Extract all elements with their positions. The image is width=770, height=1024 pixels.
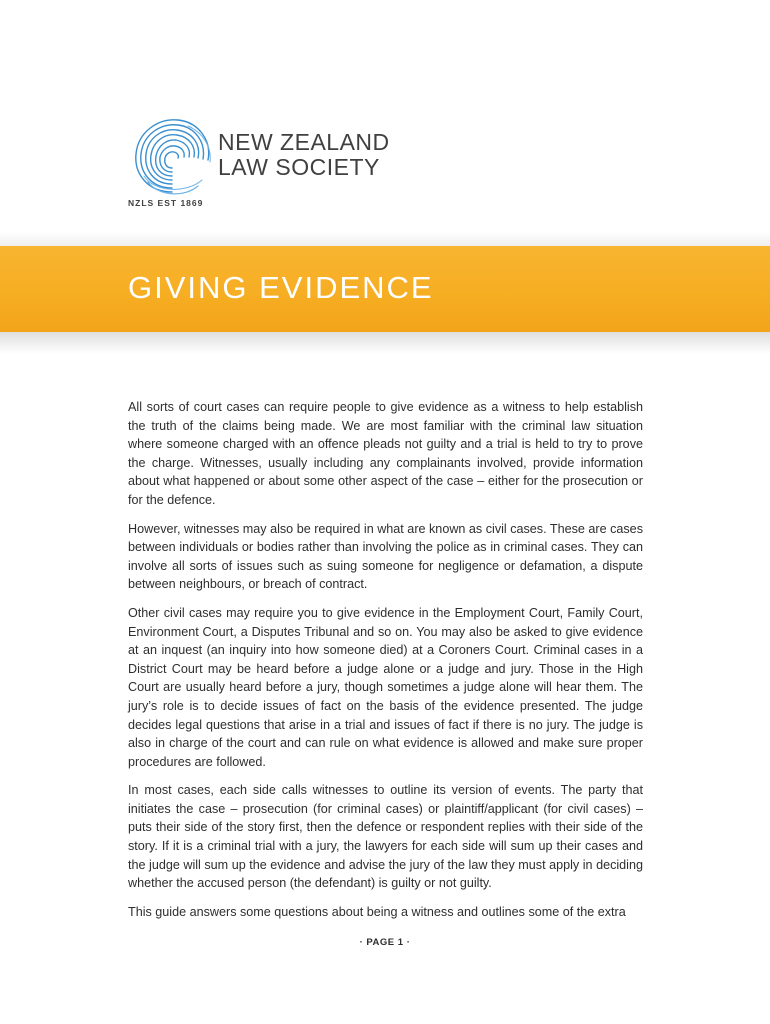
logo-line-1: NEW ZEALAND	[218, 129, 390, 155]
banner-shadow-bottom	[0, 332, 770, 354]
nzls-logo	[128, 112, 448, 212]
paragraph-4: In most cases, each side calls witnesses to outline its version of events. The party that initiates the case – prosecution (for criminal cases) or plaintiff/applicant (for civil cases) – puts their side of the story first, then the defence or respondent replies with their side of the story. If it is a criminal trial with a jury, the lawyers for each side will sum up their cases and the judge will sum up the evidence and advise the jury of the law they must apply in deciding whether the accused person (the defendant) is guilty or not guilty.	[128, 783, 643, 891]
paragraph-5: This guide answers some questions about being a witness and outlines some of the extra	[128, 904, 626, 919]
logo-wordmark	[218, 130, 390, 180]
body-text	[128, 398, 643, 931]
paragraph-2: However, witnesses may also be required in what are known as civil cases. These are cases between individuals or bodies rather than involving the police as in criminal cases. They can involve all sorts of issues such as suing someone for negligence or defamation, a dispute between neighbours, or breach of contract.	[128, 521, 643, 592]
paragraph-1: All sorts of court cases can require people to give evidence as a witness to help establish the truth of the claims being made. We are most familiar with the criminal law situation where someone charged with an offence pleads not guilty and a trial is held to try to prove the charge. Witnesses, usually including any complainants involved, provide information about what happened or about some other aspect of the case – either for the prosecution or for the defence.	[128, 400, 643, 507]
swirl-logo-icon	[128, 112, 216, 200]
paragraph-3: Other civil cases may require you to give evidence in the Employment Court, Family Court, Environment Court, a Disputes Tribunal and so on. You may also be asked to give evidence at an inquest (an inquiry into how someone died) at a Coroners Court. Criminal cases in a District Court may be heard before a judge alone or a judge and jury. Those in the High Court are usually heard before a jury, though sometimes a judge alone will hear them. The jury’s role is to decide issues of fact on the basis of the evidence presented. The judge decides legal questions that arise in a trial and issues of fact if there is no jury. The judge is also in charge of the court and can rule on what evidence is allowed and make sure proper procedures are followed.	[128, 605, 643, 769]
page-title: GIVING EVIDENCE	[128, 270, 434, 305]
page-number: · PAGE 1 ·	[359, 937, 411, 948]
logo-line-2: LAW SOCIETY	[218, 154, 380, 180]
logo-established: NZLS EST 1869	[128, 198, 204, 208]
